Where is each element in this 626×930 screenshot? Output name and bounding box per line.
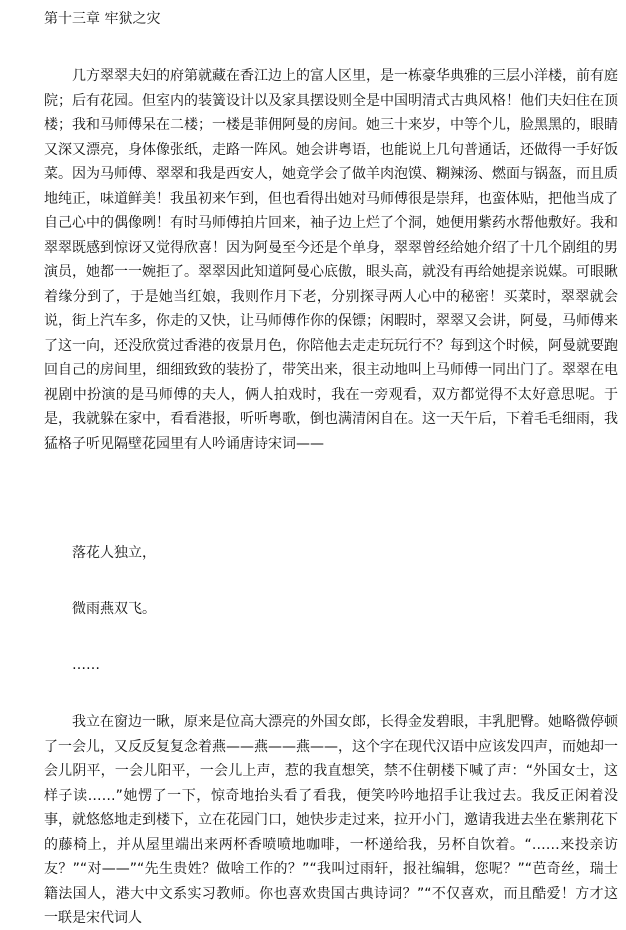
body-paragraph: 几方翠翠夫妇的府第就藏在香江边上的富人区里，是一栋豪华典雅的三层小洋楼，前有庭院；后有花园。但室内的装簧设计以及家具摆设则全是中国明清式古典风格！他们夫妇住在顶楼；我和马师傅呆在二楼；一楼是菲佣阿曼的房间。她三十来岁，中等个儿，脸黑黑的，眼睛又深又漂亮，身体像张纸，走路一阵风。她会讲粤语，也能说上几句普通话，还做得一手好饭菜。因为马师傅、翠翠和我是西安人，她竟学会了做羊肉泡馍、糊辣汤、燃面与锅盔，而且质地纯正，味道鲜美！我虽初来乍到，但也看得出她对马师傅很是崇拜，也蛮体贴，把他当成了自己心中的偶像咧！有时马师傅拍片回来，袖子边上烂了个洞，她便用紫药水帮他敷好。我和翠翠既感到惊讶又觉得欣喜！因为阿曼至今还是个单身，翠翠曾经给她介绍了十几个剧组的男演员，她都一一婉拒了。翠翠因此知道阿曼心底傲，眼头高，就没有再给她提亲说媒。可眼瞅着缘分到了，于是她当红娘，我则作月下老，分别探寻两人心中的秘密！买菜时，翠翠就会说，街上汽车多，你走的又快，让马师傅作你的保镖；闲暇时，翠翠又会讲，阿曼，马师傅来了这一向，还没欣赏过香港的夜景月色，你陪他去走走玩玩行不？每到这个时候，阿曼就要跑回自己的房间里，细细致致的装扮了，带笑出来，很主动地叫上马师傅一同出门了。翠翠在电视剧中扮演的是马师傅的夫人，俩人拍戏时，我在一旁观看，双方都觉得不太好意思呢。于是，我就躲在家中，看看港报，听听粤歌，倒也满清闲自在。这一天午后，下着毛毛细雨，我猛格子听见隔壁花园里有人吟诵唐诗宋词—— bbox=[44, 68, 618, 452]
poem-line: 落花人独立， bbox=[44, 545, 156, 561]
poem-ellipsis: …… bbox=[44, 657, 100, 673]
body-paragraph: 我立在窗边一瞅，原来是位高大漂亮的外国女郎，长得金发碧眼，丰乳肥臀。她略微停顿了一会儿，又反反复复念着燕——燕——燕——，这个字在现代汉语中应该发四声，而她却一会儿阴平，一会儿阳平，一会儿上声，惹的我直想笑，禁不住朝楼下喊了声：“外国女士，这样子读……”她愣了一下，惊奇地抬头看了看我，便笑吟吟地招手让我过去。我反正闲着没事，就悠悠地走到楼下，立在花园门口，她快步走过来，拉开小门，邀请我进去坐在紫荆花下的藤椅上，并从屋里端出来两杯香喷喷地咖啡，一杯递给我，另杯自饮着。“……来投亲访友？”“对——”“先生贵姓？做啥工作的？”“我叫过雨轩，报社编辑，您呢？”“芭奇丝，瑞士籍法国人，港大中文系实习教师。你也喜欢贵国古典诗词？”“不仅喜欢，而且酷爱！方才这一联是宋代词人 bbox=[44, 714, 618, 926]
poem-line: 微雨燕双飞。 bbox=[44, 601, 156, 617]
chapter-title: 第十三章 牢狱之灾 bbox=[44, 11, 161, 27]
